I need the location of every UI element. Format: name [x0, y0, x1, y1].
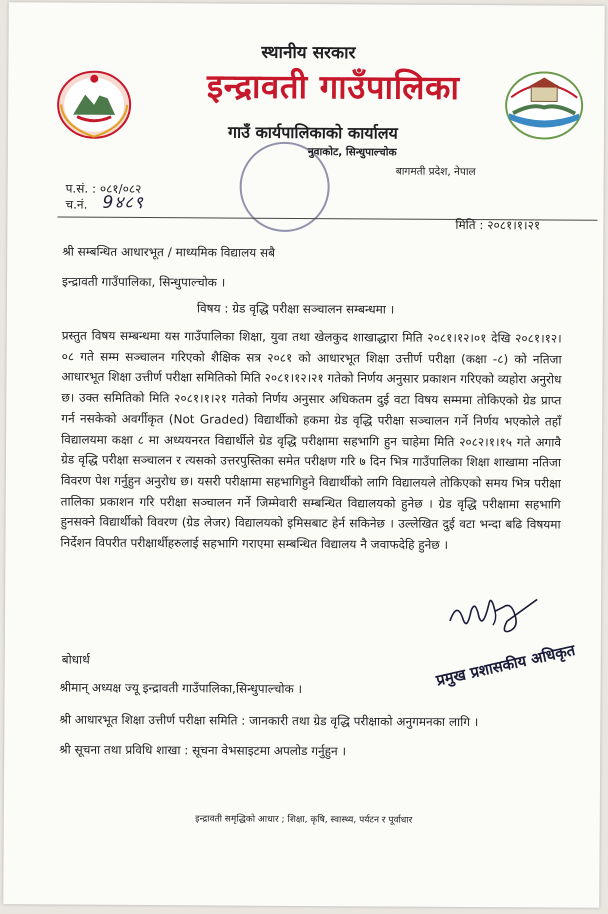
cc-item: श्री आधारभूत शिक्षा उत्तीर्ण परीक्षा समिति : जानकारी तथा ग्रेड वृद्धि परीक्षाको अनुगमनका लागि ।: [59, 712, 479, 730]
body-paragraph: प्रस्तुत विषय सम्बन्धमा यस गाउँपालिका शिक्षा, युवा तथा खेलकुद शाखाद्धारा मिति २०८१।१२।०१ देखि २०८१।१२।०८ गते सम्म सञ्चालन गरिएको शैक्षिक सत्र २०८१ को आधारभूत शिक्षा उत्तीर्ण परीक्षा (कक्षा -८) को नतिजा आधारभूत शिक्षा उत्तीर्ण परीक्षा समितिको मिति २०८१।१२।२१ गतेको निर्णय अनुसार प्रकाशन गरिएको व्यहोरा अनुरोध छ। उक्त समितिको मिति २०८१।१।२१ गतेको निर्णय अनुसार अधिकतम दुई वटा विषय सम्ममा तोकिएको ग्रेड प्राप्त गर्न नसकेको अवर्गीकृत (Not Graded) विद्यार्थीको हकमा ग्रेड वृद्धि परीक्षा सञ्चालन गर्ने निर्णय भएकोले तहाँ विद्यालयमा कक्षा ८ मा अध्ययनरत विद्यार्थीले ग्रेड वृद्धि परीक्षामा सहभागि हुन चाहेमा मिति २०८२।१।१५ गते अगावै ग्रेड वृद्धि परीक्षा सञ्चालन र त्यसको उत्तरपुस्तिका समेत परीक्षण गरि ७ दिन भित्र गाउँपालिका शिक्षा शाखामा नतिजा विवरण पेश गर्नुहुन अनुरोध छ। यसरी परीक्षामा सहभागिहुने विद्यार्थीको लागि विद्यालयले तोकिएको समय भित्र परीक्षा तालिका प्रकाशन गरि परीक्षा सञ्चालन गर्ने जिम्मेवारी सम्बन्धित विद्यालयको हुनेछ । ग्रेड वृद्धि परीक्षामा सहभागि हुनसक्ने विद्यार्थीको विवरण (ग्रेड लेजर) विद्यालयको इमिसबाट हेर्न सकिनेछ । उल्लेखित दुई वटा भन्दा बढि विषयमा निर्देशन विपरीत परीक्षार्थीहरुलाई सहभागि गराएमा सम्बन्धित विद्यालय नै जवाफदेहि हुनेछ ।: [60, 328, 562, 552]
letter-page: [3, 2, 604, 908]
cc-item: श्री सूचना तथा प्रविधि शाखा : सूचना वेभसाइटमा अपलोड गर्नुहुन ।: [59, 742, 347, 759]
signatory-title-stamp: [434, 640, 577, 691]
cc-title: बोधार्थ: [61, 652, 90, 667]
footer-slogan: इन्द्रावती समृद्धिको आधार ; शिक्षा, कृषि, स्वास्थ्य, पर्यटन र पूर्वाधार: [195, 814, 413, 826]
dispatch-number-value: 9४८९: [102, 192, 144, 214]
government-label: स्थानीय सरकार: [261, 42, 356, 64]
subject-line: विषय : ग्रेड वृद्धि परीक्षा सञ्चालन सम्बन्धमा ।: [196, 301, 395, 317]
letter-date: मिति : २०८१।१।२१: [455, 217, 541, 233]
office-address: नुवाकोट, सिन्धुपाल्चोक: [307, 146, 397, 159]
office-name: गाउँ कार्यपालिकाको कार्यालय: [227, 122, 398, 143]
nepal-emblem-icon: [53, 66, 135, 142]
addressee-line-1: श्री सम्बन्धित आधारभूत / माध्यमिक विद्यालय सबै: [62, 244, 276, 260]
addressee-line-2: इन्द्रावती गाउँपालिका, सिन्धुपाल्चोक ।: [62, 274, 226, 290]
signatory-title: प्रमुख प्रशासकीय अधिकृत: [434, 640, 577, 690]
reference-number: प.सं. : ०८१/०८२: [65, 181, 142, 197]
dispatch-number-label: च.नं.: [65, 197, 88, 212]
handwritten-signature: [445, 581, 545, 642]
indrawati-municipality-logo-icon: [501, 67, 587, 144]
municipality-name: इन्द्रावती गाउँपालिका: [206, 66, 460, 107]
letter-body: [60, 326, 561, 557]
province-label: बागमती प्रदेश, नेपाल: [395, 165, 476, 179]
cc-item: श्रीमान् अध्यक्ष ज्यू इन्द्रावती गाउँपालिका,सिन्धुपाल्चोक ।: [59, 680, 303, 696]
